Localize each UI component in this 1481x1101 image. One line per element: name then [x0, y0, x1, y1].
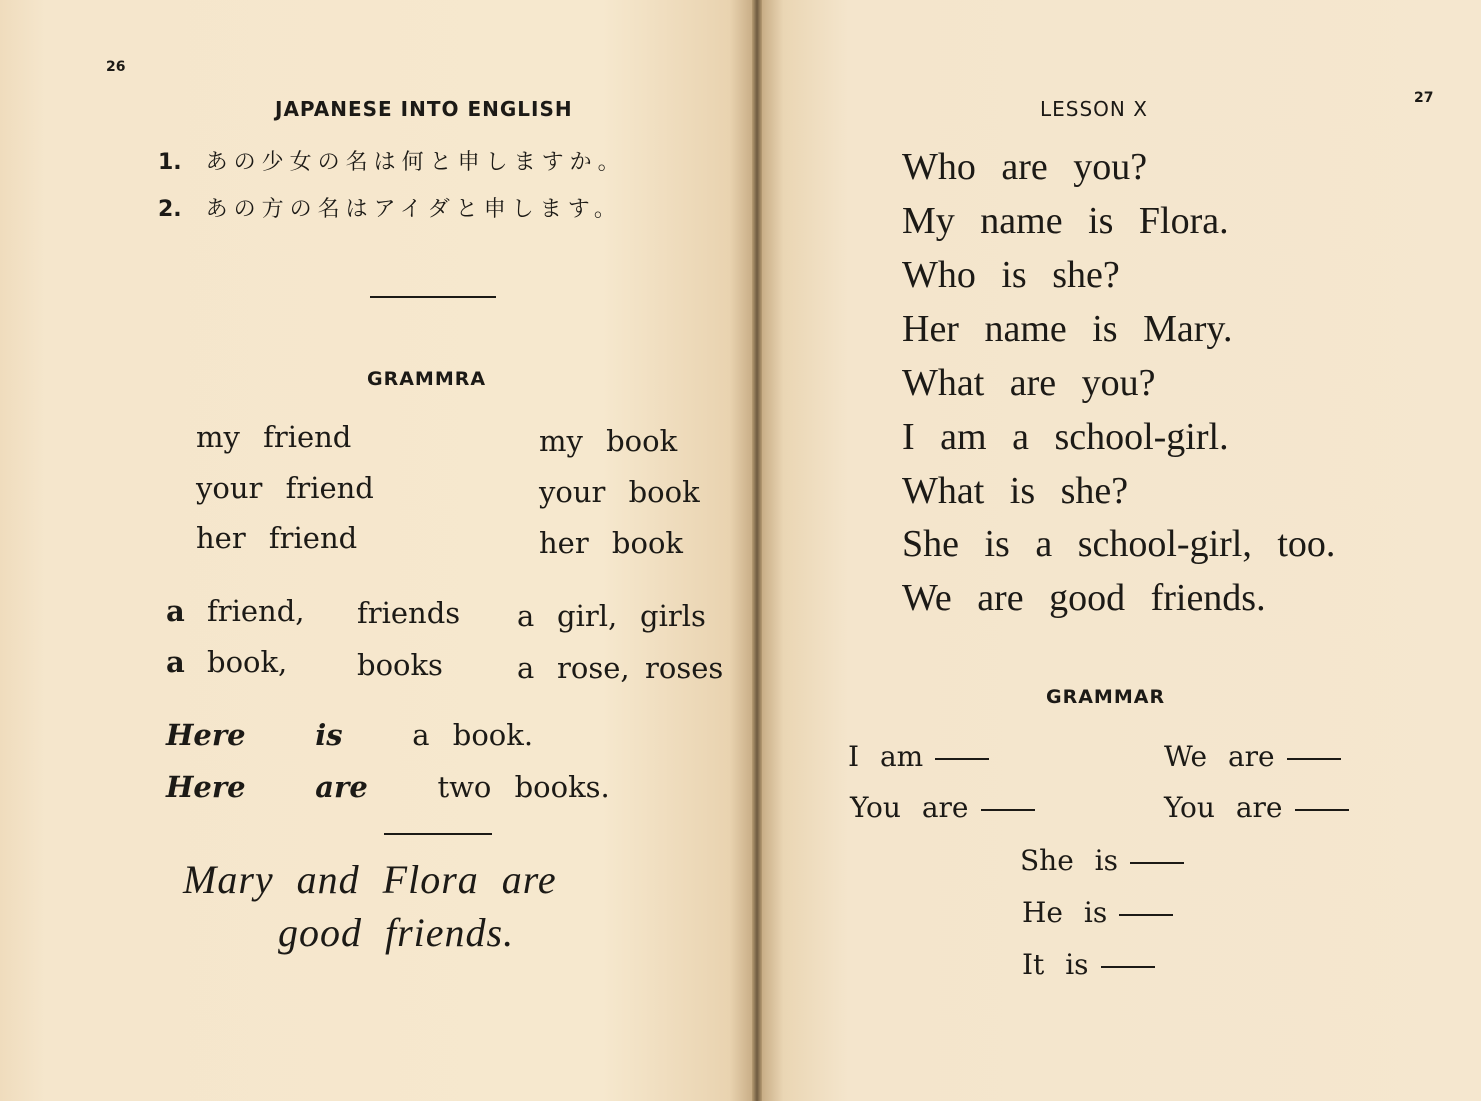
section-title: GRAMMAR — [1046, 686, 1166, 708]
conjugation-item: You are — [1164, 794, 1349, 822]
conjugation-item: He is — [1022, 899, 1173, 927]
conjugation-item: You are — [850, 794, 1035, 822]
handwriting-line: Mary and Flora are — [183, 857, 557, 902]
book-spine — [752, 0, 762, 1101]
possessive-item: her book — [539, 526, 683, 560]
conjugation-item: We are — [1164, 743, 1341, 771]
divider — [384, 833, 492, 835]
example-sentence: Here are two books. — [166, 770, 610, 804]
plural-article: a — [517, 651, 535, 685]
plural-plural: roses — [645, 651, 724, 685]
dialogue-line: We are good friends. — [902, 577, 1266, 619]
japanese-item-2: 2. あの方の名はアイダと申します。 — [158, 197, 622, 222]
dialogue-line: What are you? — [902, 362, 1156, 404]
page-number: 26 — [106, 59, 126, 75]
japanese-item-1: 1. あの少女の名は何と申しますか。 — [158, 150, 626, 175]
plural-singular: book, — [207, 645, 288, 679]
possessive-item: my book — [539, 424, 678, 458]
plural-singular: girl, — [557, 599, 618, 633]
plural-article: a — [517, 599, 535, 633]
possessive-item: your book — [539, 475, 700, 509]
dialogue-line: She is a school-girl, too. — [902, 523, 1336, 565]
dialogue-line: Who is she? — [902, 254, 1120, 296]
example-sentence: Here is a book. — [166, 718, 534, 752]
plural-article: a — [166, 645, 185, 679]
conjugation-item: I am — [848, 743, 989, 771]
section-title: GRAMMRA — [367, 368, 487, 390]
conjugation-item: She is — [1020, 847, 1184, 875]
possessive-item: your friend — [196, 471, 374, 505]
plural-plural: friends — [357, 596, 461, 630]
plural-singular: friend, — [207, 594, 305, 628]
plural-plural: books — [357, 648, 443, 682]
right-page — [762, 0, 1481, 1101]
dialogue-line: Her name is Mary. — [902, 308, 1233, 350]
page-number: 27 — [1414, 90, 1434, 106]
plural-plural: girls — [640, 599, 706, 633]
possessive-item: her friend — [196, 521, 358, 555]
plural-singular: rose, — [557, 651, 630, 685]
dialogue-line: What is she? — [902, 470, 1129, 512]
divider — [370, 296, 496, 298]
page-header: LESSON X — [1040, 97, 1148, 121]
dialogue-line: I am a school-girl. — [902, 416, 1229, 458]
dialogue-line: My name is Flora. — [902, 200, 1229, 242]
handwriting-line: good friends. — [278, 910, 515, 955]
possessive-item: my friend — [196, 420, 352, 454]
conjugation-item: It is — [1022, 951, 1155, 979]
dialogue-line: Who are you? — [902, 146, 1148, 188]
plural-article: a — [166, 594, 185, 628]
page-header: JAPANESE INTO ENGLISH — [275, 97, 573, 121]
